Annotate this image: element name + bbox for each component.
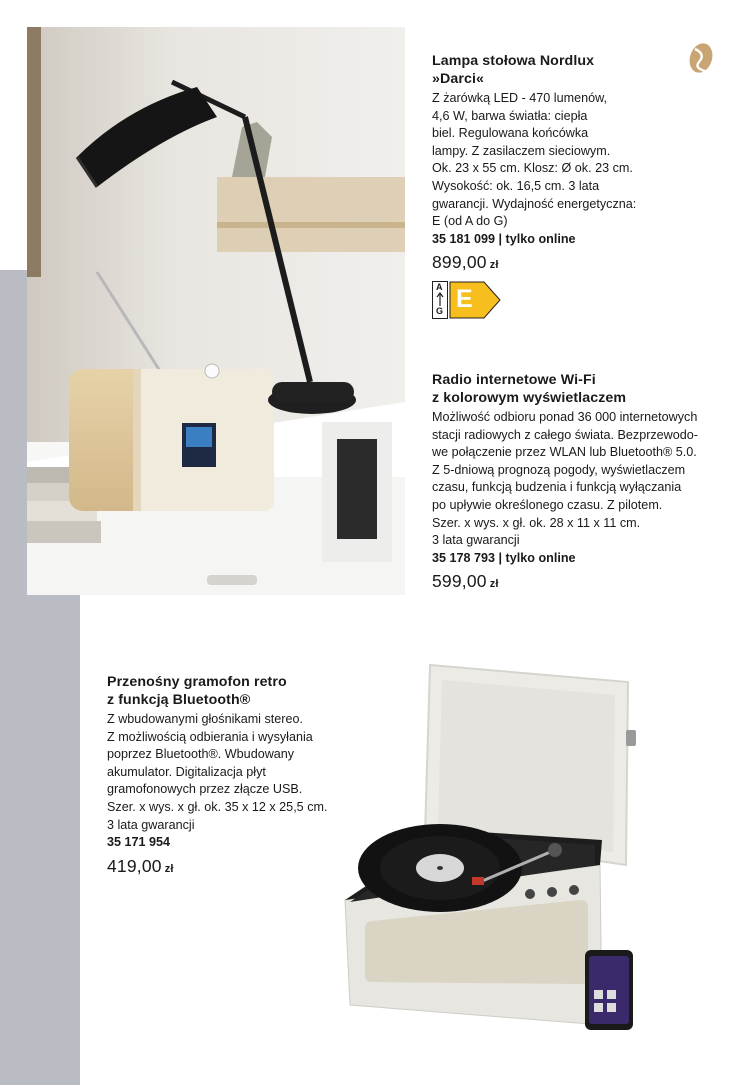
desc-line: Z żarówką LED - 470 lumenów,: [432, 91, 607, 105]
desc-line: biel. Regulowana końcówka: [432, 126, 589, 141]
product-description: [432, 409, 742, 550]
desc-line: gramofonowych przez złącze USB.: [107, 782, 303, 797]
energy-label: [432, 281, 502, 319]
desc-line: Z wbudowanymi głośnikami stereo.: [107, 712, 303, 726]
price-currency: zł: [164, 862, 174, 875]
desc-line: Z 5-dniową prognozą pogody, wyświetlaczem: [432, 462, 686, 477]
product-title: [107, 673, 367, 709]
desc-line: po upływie określonego czasu. Z pilotem.: [432, 497, 663, 512]
product-number: 35 178 793 | tylko online: [432, 550, 576, 565]
price-value: 899,00: [432, 252, 487, 273]
desc-line: lampy. Z zasilaczem sieciowym.: [432, 143, 611, 158]
title-line: »Darci«: [432, 71, 484, 87]
title-line: z funkcją Bluetooth®: [107, 692, 251, 708]
desc-line: czasu, funkcją budzenia i funkcją wyłączania: [432, 480, 682, 495]
product-description: [432, 90, 732, 231]
product-price: [432, 252, 732, 273]
price-value: 599,00: [432, 571, 487, 592]
desc-line: Możliwość odbioru ponad 36 000 internetowych: [432, 410, 698, 424]
turntable-photo: [330, 660, 640, 1040]
price-currency: zł: [489, 259, 499, 272]
product-title: [432, 52, 732, 88]
product-radio: [432, 371, 742, 592]
desc-line: Szer. x wys. x gł. ok. 28 x 11 x 11 cm.: [432, 515, 641, 530]
desc-line: E (od A do G): [432, 214, 508, 229]
desc-line: 4,6 W, barwa światła: ciepła: [432, 108, 588, 123]
energy-scale-top: A: [436, 282, 443, 293]
product-number: 35 181 099 | tylko online: [432, 231, 576, 246]
desc-line: Z możliwością odbierania i wysyłania: [107, 729, 313, 744]
product-turntable: [107, 673, 367, 877]
product-number: 35 171 954: [107, 835, 171, 850]
title-line: Lampa stołowa Nordlux: [432, 53, 595, 69]
desc-line: we połączenie przez WLAN lub Bluetooth® 5.0.: [432, 445, 697, 460]
lamp-radio-photo: [27, 27, 405, 595]
desc-line: Wysokość: ok. 16,5 cm. 3 lata: [432, 178, 600, 193]
price-value: 419,00: [107, 855, 162, 876]
turntable-illustration: [330, 660, 640, 1040]
energy-class: E: [456, 285, 473, 314]
product-title: [432, 371, 742, 407]
desc-line: 3 lata gwarancji: [107, 817, 195, 832]
desc-line: stacji radiowych z całego świata. Bezprzewodo-: [432, 427, 698, 442]
title-line: z kolorowym wyświetlaczem: [432, 390, 627, 406]
product-price: [432, 571, 742, 592]
energy-scale-bottom: G: [436, 306, 444, 317]
desc-line: poprzez Bluetooth®. Wbudowany: [107, 747, 295, 762]
title-line: Radio internetowe Wi-Fi: [432, 372, 596, 388]
desc-line: Szer. x wys. x gł. ok. 35 x 12 x 25,5 cm.: [107, 799, 328, 814]
price-currency: zł: [489, 578, 499, 591]
title-line: Przenośny gramofon retro: [107, 674, 287, 690]
lamp-radio-illustration: [27, 27, 405, 595]
desc-line: gwarancji. Wydajność energetyczna:: [432, 196, 637, 211]
desc-line: akumulator. Digitalizacja płyt: [107, 764, 266, 779]
desc-line: Ok. 23 x 55 cm. Klosz: Ø ok. 23 cm.: [432, 161, 633, 176]
desc-line: 3 lata gwarancji: [432, 533, 520, 548]
product-price: [107, 856, 367, 877]
product-lamp: [432, 52, 732, 319]
product-description: [107, 711, 367, 834]
